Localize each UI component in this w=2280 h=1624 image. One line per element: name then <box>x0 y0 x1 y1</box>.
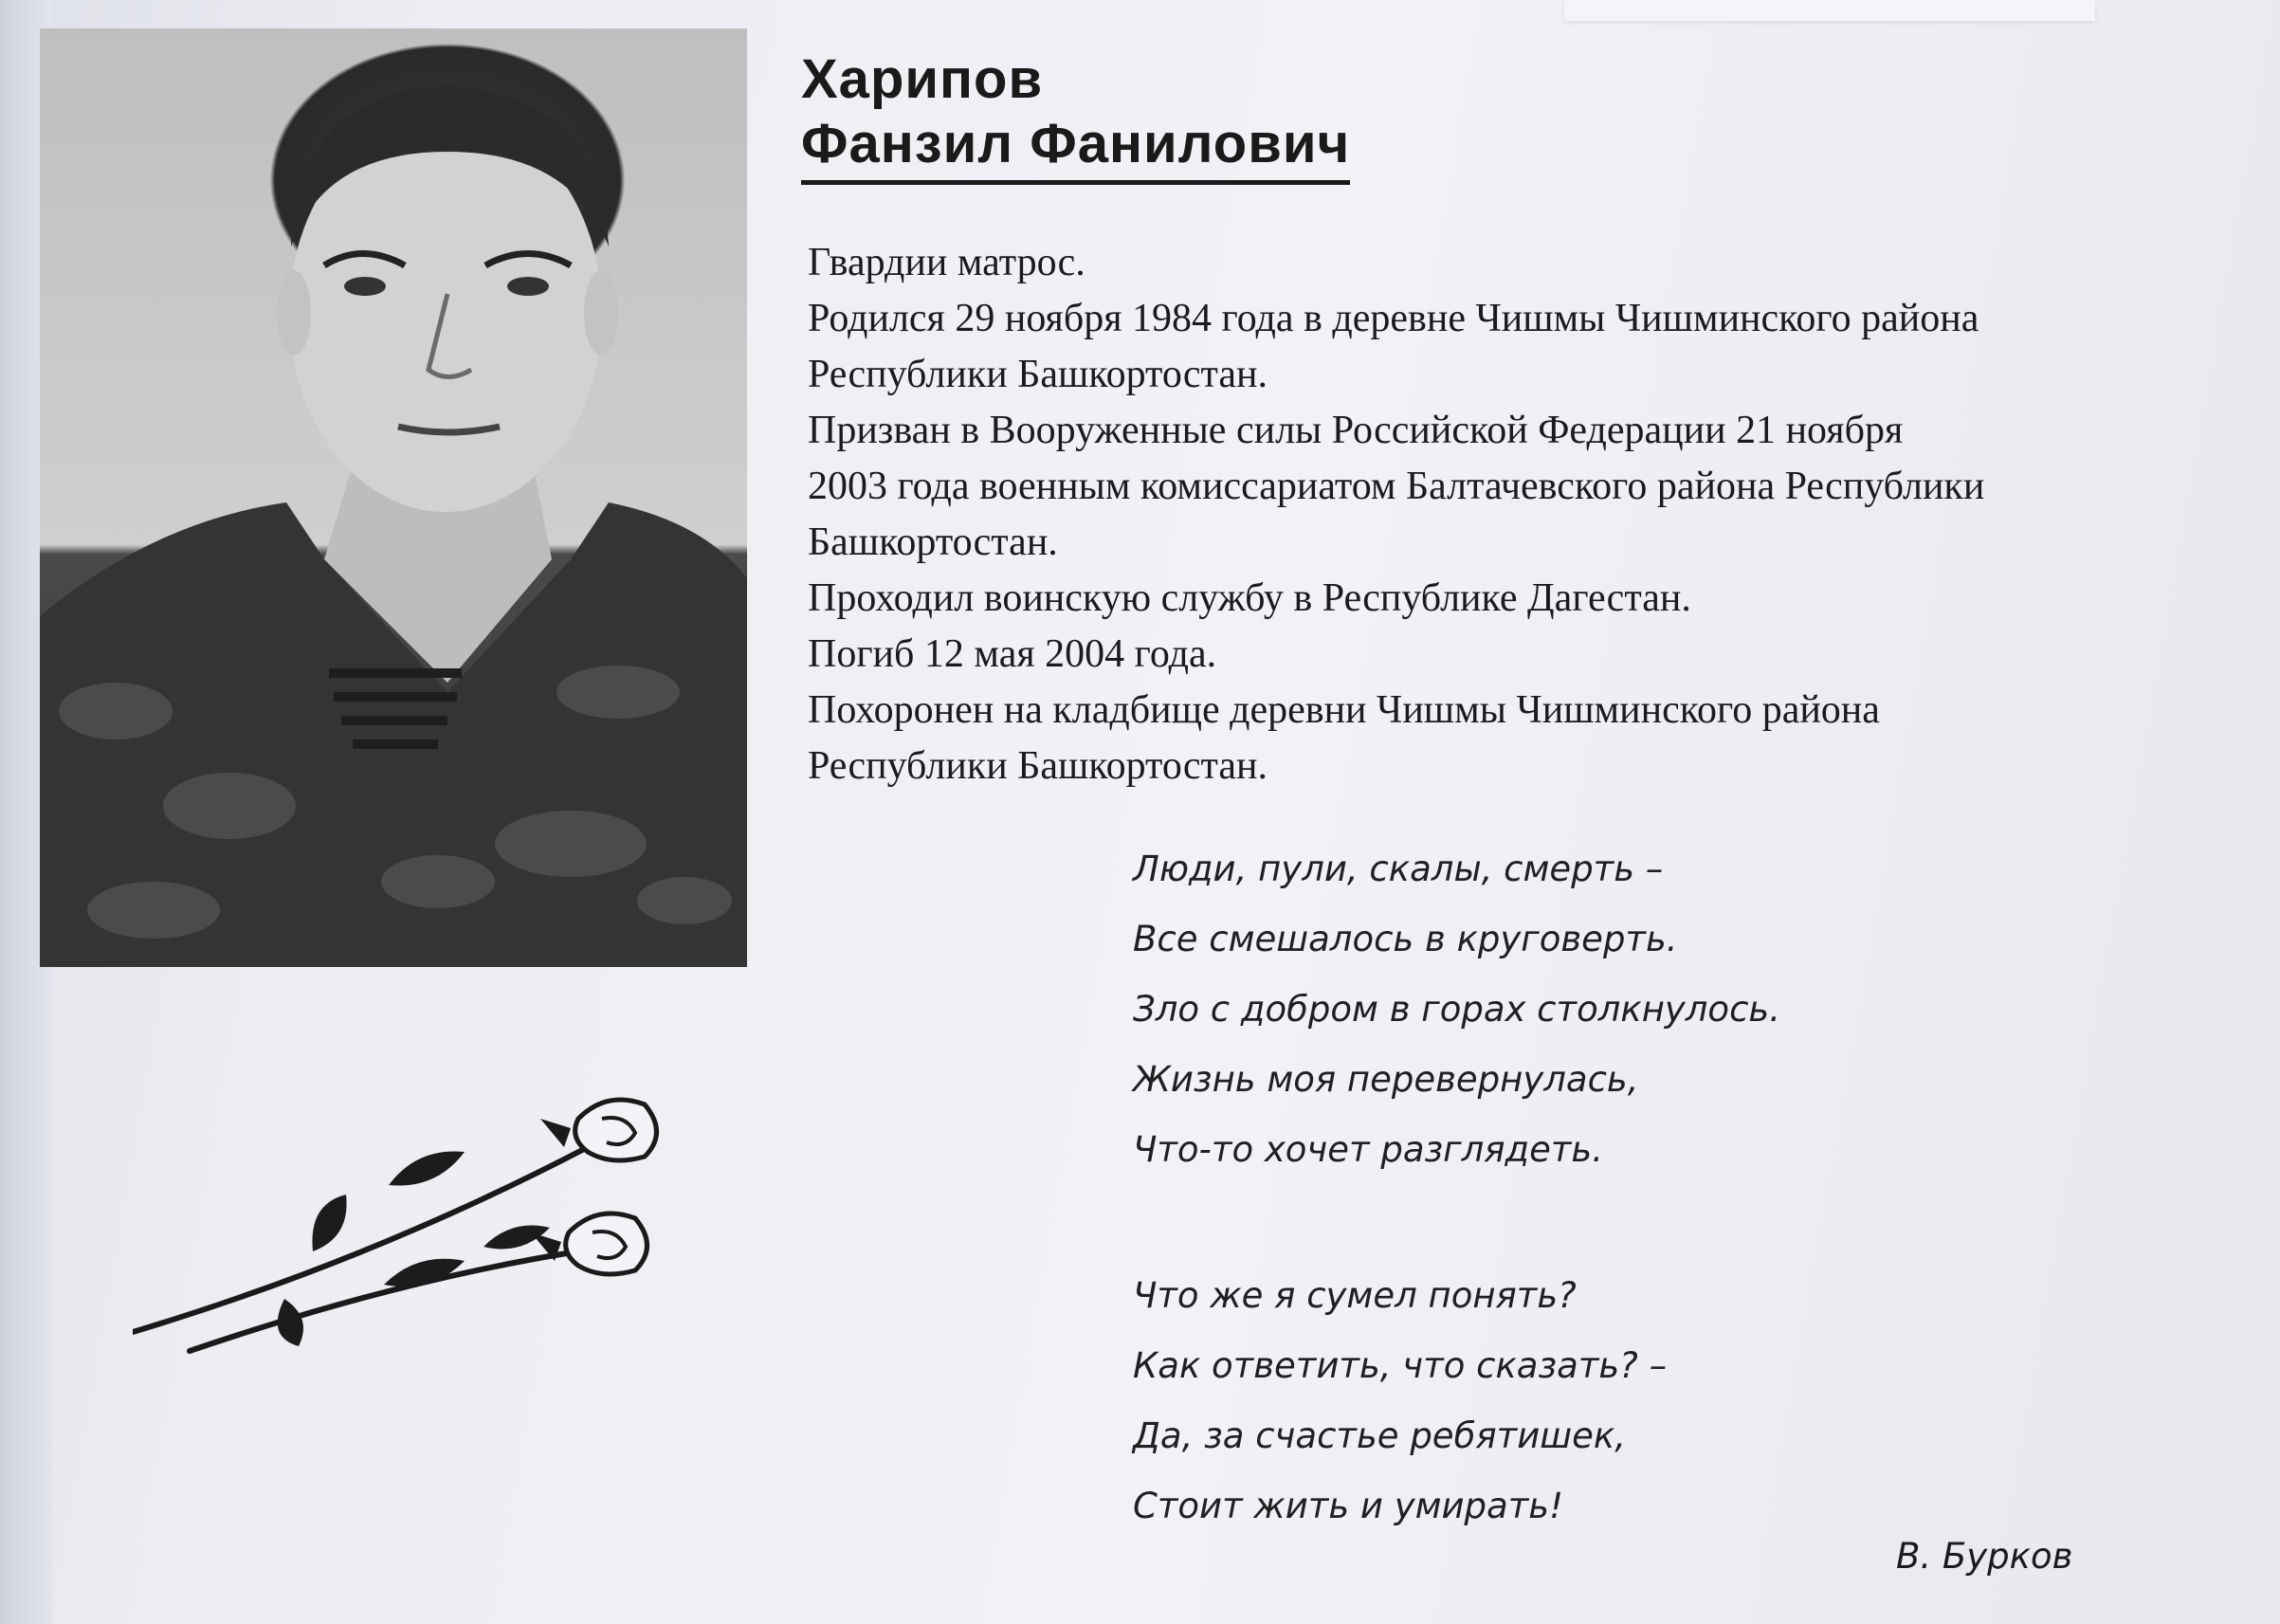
bio-line: Родился 29 ноября 1984 года в деревне Чишмы Чишминского района <box>808 297 1979 340</box>
bio-line: Башкортостан. <box>808 520 1058 564</box>
poem-line: Как ответить, что сказать? – <box>1133 1345 1668 1386</box>
portrait-drawing <box>40 28 747 967</box>
biography <box>808 235 2230 794</box>
bio-line: Погиб 12 мая 2004 года. <box>808 632 1217 676</box>
name-block <box>801 47 1350 185</box>
bio-line: Республики Башкортостан. <box>808 744 1268 788</box>
poem-line: Люди, пули, скалы, смерть – <box>1133 848 1664 889</box>
roses-icon <box>133 1062 683 1370</box>
bio-line: Похоронен на кладбище деревни Чишмы Чишминского района <box>808 688 1880 732</box>
bio-line: Призван в Вооруженные силы Российской Федерации 21 ноября <box>808 409 1904 452</box>
poem-line: Что-то хочет разглядеть. <box>1133 1129 1603 1170</box>
bio-line: 2003 года военным комиссариатом Балтачевского района Республики <box>808 465 1985 508</box>
portrait-photo <box>40 28 747 967</box>
poem-line: Да, за счастье ребятишек, <box>1133 1415 1626 1456</box>
poem-line: Жизнь моя перевернулась, <box>1133 1059 1639 1100</box>
surname: Харипов <box>801 48 1044 110</box>
poem-author: В. Бурков <box>1896 1536 2073 1577</box>
stanza-gap <box>1133 1185 1780 1261</box>
poem-line: Все смешалось в круговерть. <box>1133 919 1678 959</box>
bio-line: Проходил воинскую службу в Республике Дагестан. <box>808 576 1691 620</box>
paper-edge <box>1564 0 2095 21</box>
poem-line: Стоит жить и умирать! <box>1133 1486 1563 1526</box>
poem-line: Зло с добром в горах столкнулось. <box>1133 989 1780 1030</box>
bio-line: Гвардии матрос. <box>808 241 1085 284</box>
roses-drawing <box>133 1062 683 1365</box>
poem <box>1133 834 1780 1542</box>
given-names: Фанзил Фанилович <box>801 112 1350 185</box>
poem-line: Что же я сумел понять? <box>1133 1275 1577 1316</box>
bio-line: Республики Башкортостан. <box>808 353 1268 396</box>
